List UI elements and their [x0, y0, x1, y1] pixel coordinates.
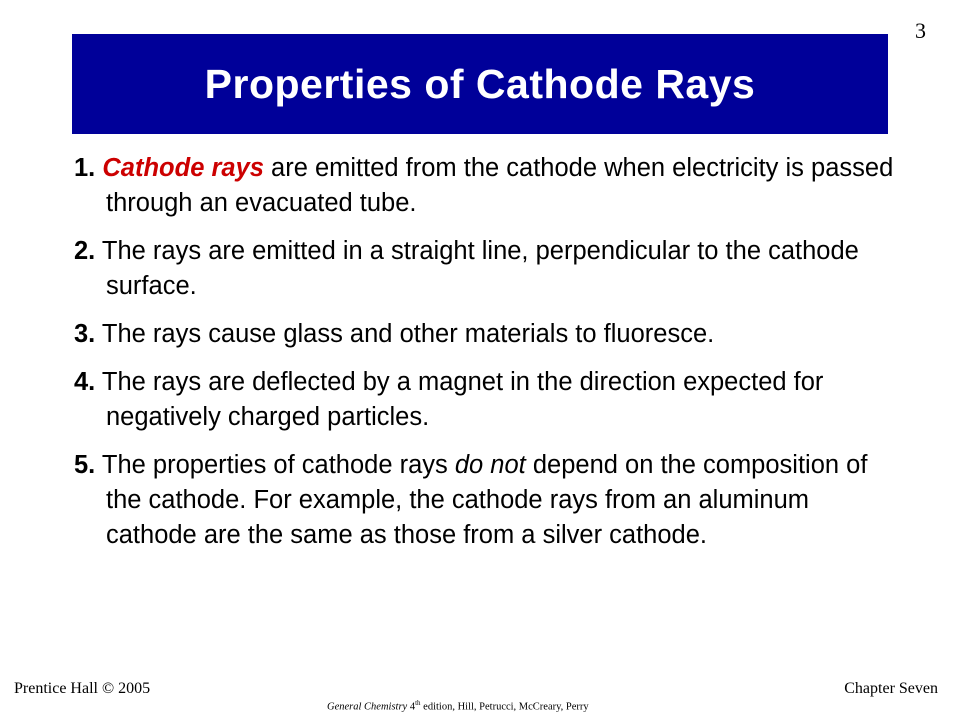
citation-footer — [327, 699, 589, 713]
item-number: 5. — [74, 451, 96, 479]
item-number: 4. — [74, 368, 96, 396]
item-text: The rays are deflected by a magnet in the direction expected for negatively charged particles. — [95, 368, 824, 431]
highlighted-term: Cathode rays — [102, 154, 264, 182]
publisher-footer: Prentice Hall © 2005 — [14, 680, 151, 697]
slide-title: Properties of Cathode Rays — [204, 60, 756, 107]
item-text: The rays cause glass and other materials to fluoresce. — [95, 320, 715, 348]
list-item-3 — [74, 317, 894, 352]
list-item-2 — [74, 234, 894, 304]
item-text: The rays are emitted in a straight line, perpendicular to the cathode surface. — [95, 237, 859, 300]
item-number: 1. — [74, 154, 96, 182]
item-text: are emitted from the cathode when electricity is passed through an evacuated tube. — [106, 154, 894, 217]
emphasized-text: do not — [454, 451, 526, 479]
list-item-5 — [74, 448, 894, 553]
item-text: depend on the composition of the cathode. For example, the cathode rays from an aluminum cathode are the same as those from a silver cathode. — [106, 451, 868, 549]
edition-suffix: th — [415, 698, 421, 707]
edition-number: 4 — [409, 701, 416, 712]
property-list — [74, 151, 894, 566]
chapter-footer: Chapter Seven — [844, 680, 938, 697]
item-text: The properties of cathode rays — [95, 451, 455, 479]
citation-authors: edition, Hill, Petrucci, McCreary, Perry — [420, 701, 589, 712]
title-banner — [72, 34, 888, 134]
page-number: 3 — [915, 18, 926, 43]
book-title: General Chemistry — [327, 701, 408, 712]
list-item-1 — [74, 151, 894, 221]
item-number: 3. — [74, 320, 96, 348]
list-item-4 — [74, 365, 894, 435]
item-number: 2. — [74, 237, 96, 265]
